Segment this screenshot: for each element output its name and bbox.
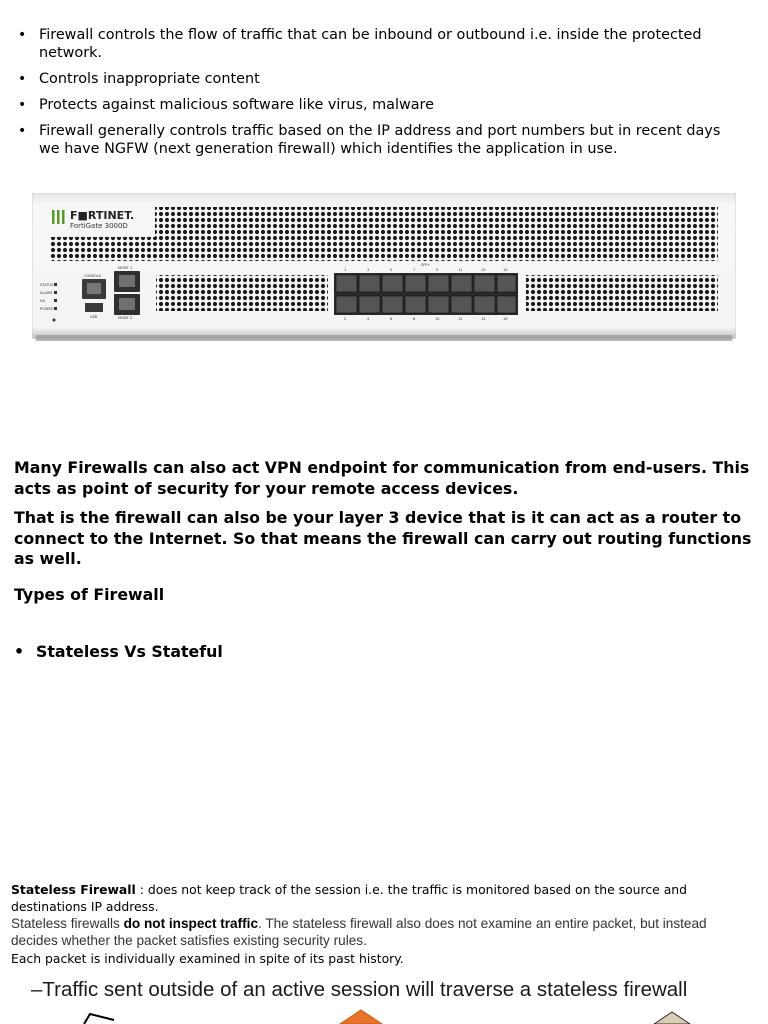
- stateless-term: Stateless Firewall: [11, 882, 136, 897]
- svg-text:11: 11: [458, 268, 463, 272]
- stateless-individual-text: Each packet is individually examined in spite of its past history.: [11, 951, 404, 966]
- svg-text:14: 14: [481, 317, 486, 321]
- svg-text:12: 12: [458, 317, 463, 321]
- model-text: FortiGate 3000D: [70, 222, 128, 230]
- svg-text:7: 7: [413, 268, 416, 272]
- svg-text:1: 1: [344, 268, 347, 272]
- svg-text:2: 2: [344, 317, 347, 321]
- svg-text:8: 8: [413, 317, 416, 321]
- stateless-vs-stateful-bullet: • Stateless Vs Stateful: [14, 642, 223, 661]
- intro-bullet-list: [18, 26, 738, 166]
- vent-top: [155, 207, 718, 237]
- brand-text: F■RTINET.: [70, 209, 135, 222]
- svg-text:USB: USB: [90, 315, 98, 319]
- svg-text:13: 13: [481, 268, 486, 272]
- bullet-item: • Firewall generally controls traffic based on the IP address and port numbers but in recent days we have NGFW (next generation firewall) which identifies the application in use.: [18, 122, 738, 158]
- firewall-icon: [336, 1008, 386, 1024]
- svg-text:6: 6: [390, 317, 393, 321]
- svg-text:POWER: POWER: [40, 307, 53, 311]
- svg-text:16: 16: [503, 317, 508, 321]
- vent-middle: [50, 237, 718, 261]
- bullet-item: • Controls inappropriate content: [18, 70, 738, 88]
- svg-text:HA: HA: [40, 299, 46, 303]
- slide-caption: –Traffic sent outside of an active session will traverse a stateless firewall: [31, 978, 688, 1001]
- svg-text:ALARM: ALARM: [40, 291, 53, 295]
- svg-text:3: 3: [367, 268, 370, 272]
- stateless-definition: Stateless Firewall : does not keep track of the session i.e. the traffic is monitored based on the source and destinations IP address.: [11, 882, 688, 914]
- fortigate-device-image: [32, 193, 736, 343]
- svg-text:5: 5: [390, 268, 393, 272]
- svg-text:9: 9: [436, 268, 439, 272]
- vent-right: [526, 275, 718, 311]
- bullet-item: • Firewall controls the flow of traffic that can be inbound or outbound i.e. inside the protected network.: [18, 26, 738, 62]
- svg-text:10: 10: [435, 317, 440, 321]
- svg-text:MGMT 2: MGMT 2: [118, 316, 133, 320]
- vent-left: [156, 275, 328, 311]
- router-paragraph: That is the firewall can also be your layer 3 device that is it can act as a router to connect to the Internet. So that means the firewall can carry out routing functions as well.: [14, 508, 752, 568]
- types-heading: Types of Firewall: [14, 585, 165, 604]
- svg-text:CONSOLE: CONSOLE: [84, 274, 101, 278]
- vpn-paragraph: Many Firewalls can also act VPN endpoint for communication from end-users. This acts as point of security for your remote access devices.: [14, 458, 750, 498]
- svg-text:SFP+: SFP+: [421, 263, 431, 267]
- server-icon: [650, 1010, 694, 1024]
- stateless-inspection-text: Stateless firewalls do not inspect traffic. The stateless firewall also does not examine an entire packet, but instead decides whether the packet satisfies existing security rules.: [11, 916, 707, 948]
- bullet-item: • Protects against malicious software like virus, malware: [18, 96, 738, 114]
- laptop-icon: [80, 1010, 120, 1024]
- svg-text:4: 4: [367, 317, 370, 321]
- svg-text:STATUS: STATUS: [40, 283, 54, 287]
- svg-text:15: 15: [503, 268, 508, 272]
- svg-text:MGMT 1: MGMT 1: [118, 266, 133, 270]
